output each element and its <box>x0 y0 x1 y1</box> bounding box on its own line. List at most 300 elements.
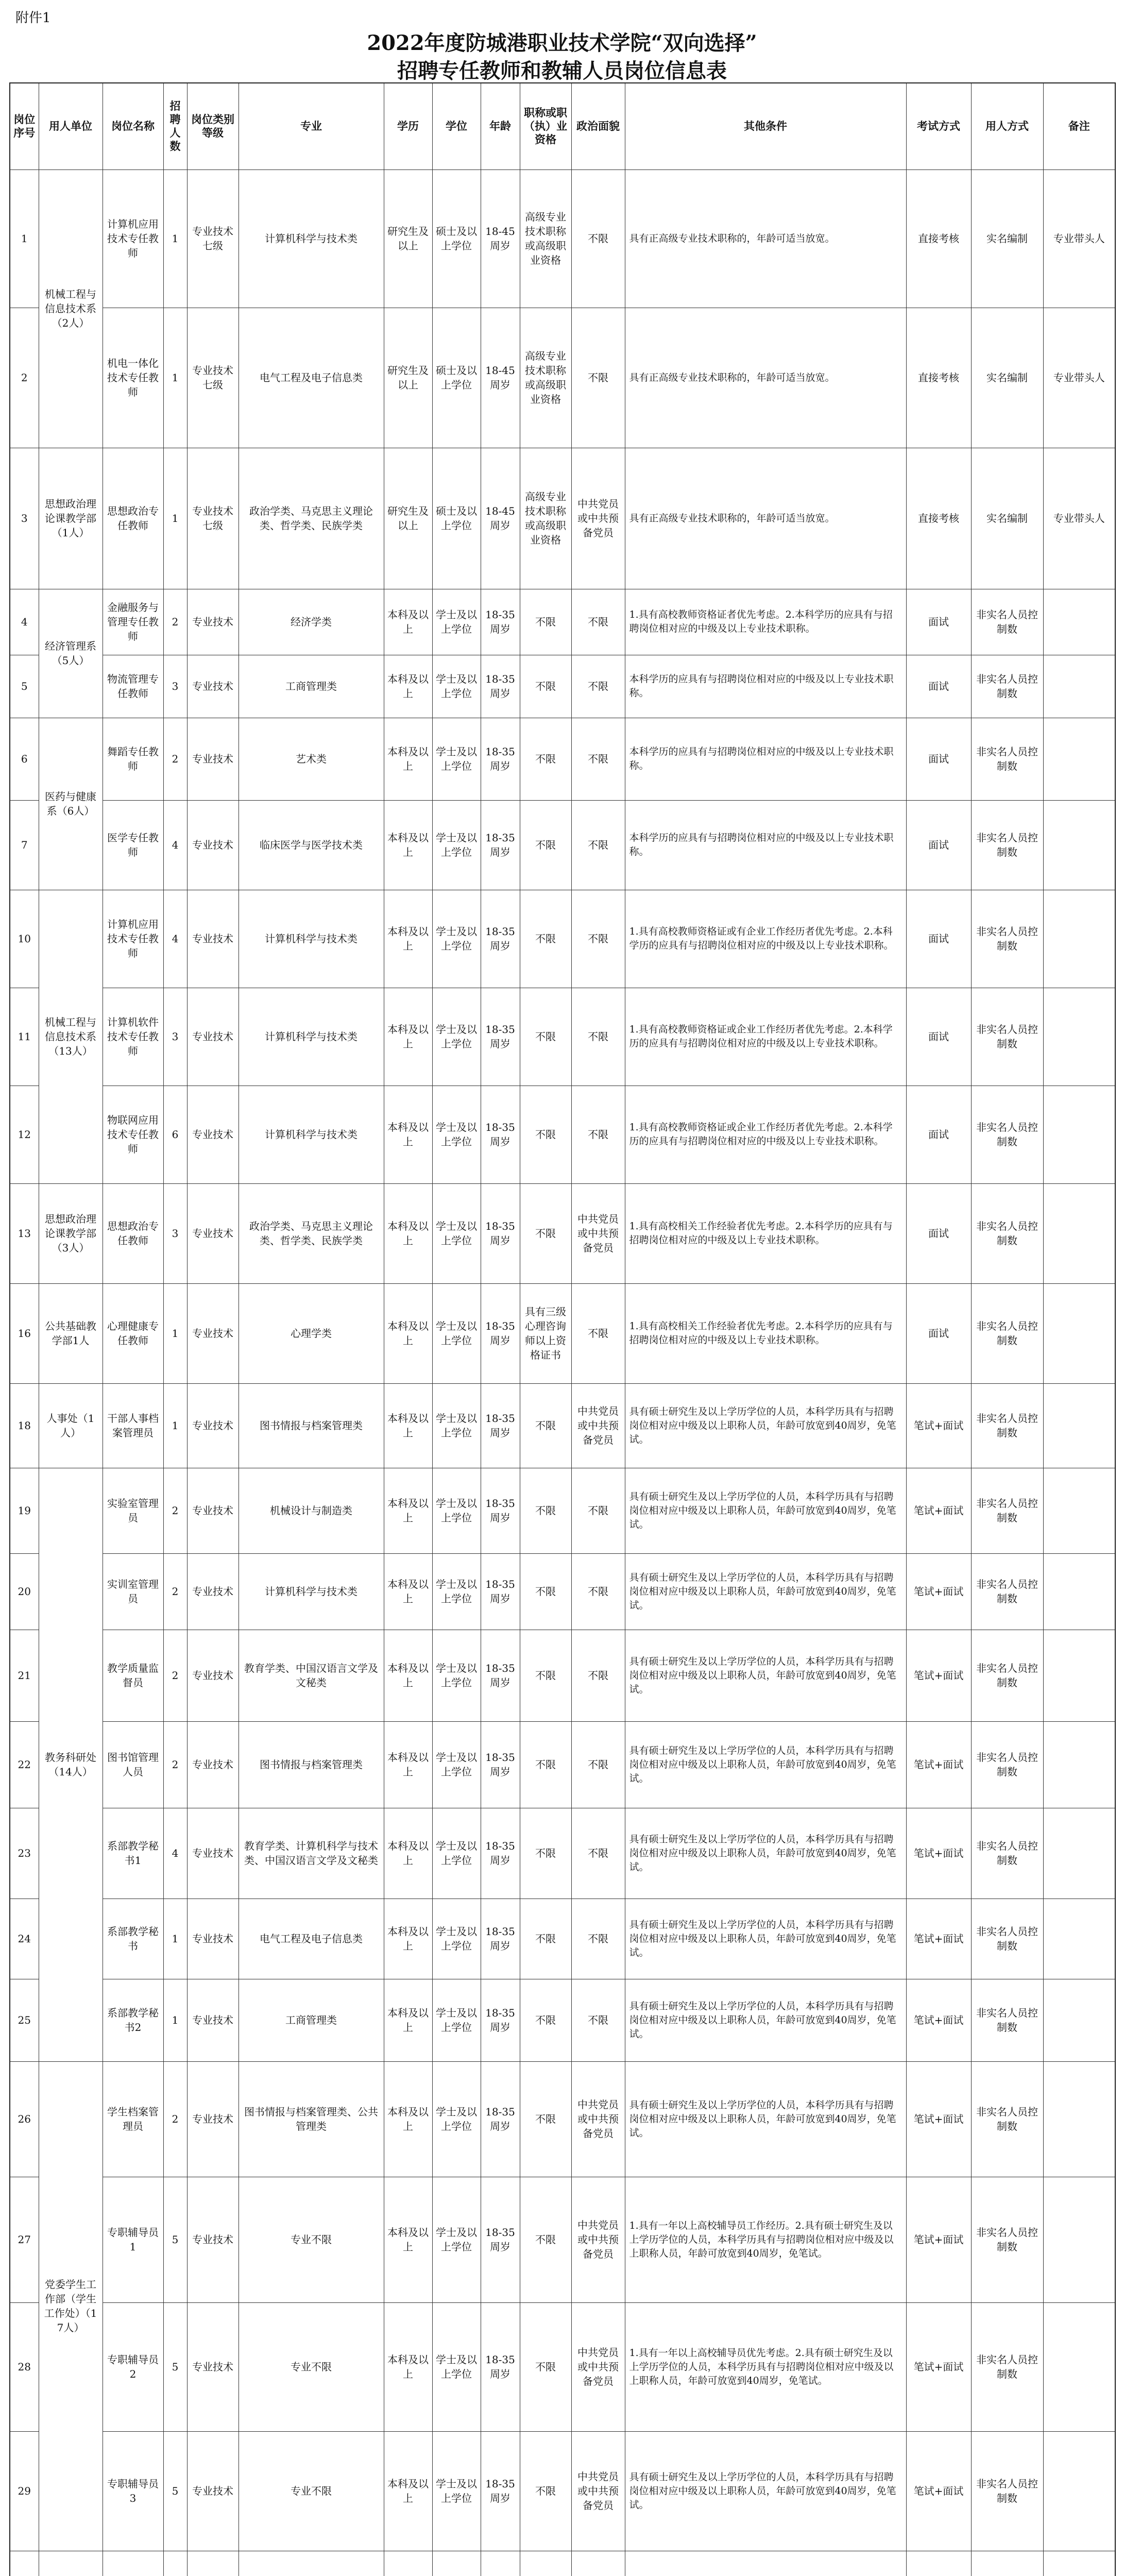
header-employment-mode: 用人方式 <box>971 83 1043 170</box>
post-level-cell: 专业技术 <box>187 1468 239 1553</box>
recruit-count-cell: 2 <box>163 1553 187 1630</box>
post-no-cell: 23 <box>10 1808 39 1899</box>
header-title-qualification: 职称或职（执）业资格 <box>520 83 571 170</box>
header-level: 岗位类别等级 <box>187 83 239 170</box>
politics-cell: 不限 <box>571 589 625 655</box>
major-cell: 工商管理类 <box>239 1979 384 2061</box>
recruit-count-cell: 4 <box>163 890 187 988</box>
table-row <box>10 988 1115 1086</box>
title-qualification-cell: 不限 <box>520 988 571 1086</box>
post-no-cell: 6 <box>10 718 39 800</box>
exam-method-cell: 面试 <box>906 1283 971 1383</box>
other-conditions-cell: 具有正高级专业技术职称的，年龄可适当放宽。 <box>625 308 906 448</box>
recruit-count-cell: 2 <box>163 1630 187 1721</box>
recruit-count-cell: 4 <box>163 800 187 890</box>
post-name-cell <box>103 2551 163 2576</box>
post-level-cell: 专业技术 <box>187 718 239 800</box>
politics-cell: 不限 <box>571 655 625 718</box>
employment-mode-cell: 实名编制 <box>971 170 1043 308</box>
post-no-cell: 3 <box>10 448 39 589</box>
note-cell <box>1043 800 1115 890</box>
post-no-cell: 11 <box>10 988 39 1086</box>
title-qualification-cell: 不限 <box>520 1979 571 2061</box>
post-no-cell: 2 <box>10 308 39 448</box>
employment-mode-cell: 非实名人员控制数 <box>971 1086 1043 1183</box>
table-row <box>10 890 1115 988</box>
post-level-cell: 专业技术 <box>187 655 239 718</box>
note-cell <box>1043 1899 1115 1979</box>
post-no-cell: 22 <box>10 1721 39 1808</box>
major-cell: 专业不限 <box>239 2431 384 2551</box>
post-level-cell: 专业技术 <box>187 1899 239 1979</box>
degree-cell: 硕士及以上学位 <box>432 448 481 589</box>
politics-cell: 不限 <box>571 1468 625 1553</box>
post-name-cell: 思想政治专任教师 <box>103 1183 163 1283</box>
recruit-count-cell: 1 <box>163 448 187 589</box>
major-cell: 图书情报与档案管理类 <box>239 1383 384 1468</box>
header-politics: 政治面貌 <box>571 83 625 170</box>
exam-method-cell: 直接考核 <box>906 308 971 448</box>
other-conditions-cell <box>625 2551 906 2576</box>
post-level-cell: 专业技术 <box>187 1183 239 1283</box>
recruit-count-cell: 2 <box>163 589 187 655</box>
table-row <box>10 2177 1115 2302</box>
other-conditions-cell: 1.具有一年以上高校辅导员工作经历。2.具有硕士研究生及以上学历学位的人员，本科学历具有与招聘岗位相对应中级及以上职称人员，年龄可放宽到40周岁，免笔试。 <box>625 2177 906 2302</box>
education-cell: 本科及以上 <box>384 1899 432 1979</box>
post-no-cell: 10 <box>10 890 39 988</box>
post-no-cell: 16 <box>10 1283 39 1383</box>
major-cell: 心理学类 <box>239 1283 384 1383</box>
education-cell: 本科及以上 <box>384 2061 432 2177</box>
table-row <box>10 1086 1115 1183</box>
title-qualification-cell: 高级专业技术职称或高级职业资格 <box>520 308 571 448</box>
politics-cell: 中共党员或中共预备党员 <box>571 448 625 589</box>
politics-cell: 中共党员或中共预备党员 <box>571 1183 625 1283</box>
note-cell <box>1043 1183 1115 1283</box>
degree-cell: 学士及以上学位 <box>432 718 481 800</box>
age-range-cell: 18-45周岁 <box>481 308 520 448</box>
degree-cell: 硕士及以上学位 <box>432 308 481 448</box>
note-cell <box>1043 1283 1115 1383</box>
age-range-cell: 18-35周岁 <box>481 1383 520 1468</box>
note-cell <box>1043 1468 1115 1553</box>
major-cell: 政治学类、马克思主义理论类、哲学类、民族学类 <box>239 1183 384 1283</box>
post-name-cell: 图书馆管理人员 <box>103 1721 163 1808</box>
post-name-cell: 系部教学秘书2 <box>103 1979 163 2061</box>
title-qualification-cell: 不限 <box>520 2431 571 2551</box>
header-unit: 用人单位 <box>39 83 103 170</box>
table-row <box>10 2061 1115 2177</box>
employment-mode-cell: 非实名人员控制数 <box>971 890 1043 988</box>
exam-method-cell: 面试 <box>906 1183 971 1283</box>
politics-cell: 不限 <box>571 1553 625 1630</box>
title-qualification-cell: 不限 <box>520 2302 571 2431</box>
politics-cell <box>571 2551 625 2576</box>
recruit-count-cell: 3 <box>163 1183 187 1283</box>
post-name-cell: 专职辅导员3 <box>103 2431 163 2551</box>
post-name-cell: 实训室管理员 <box>103 1553 163 1630</box>
post-name-cell: 计算机应用技术专任教师 <box>103 890 163 988</box>
employment-mode-cell: 非实名人员控制数 <box>971 1183 1043 1283</box>
recruit-count-cell: 5 <box>163 2431 187 2551</box>
politics-cell: 不限 <box>571 988 625 1086</box>
exam-method-cell: 笔试+面试 <box>906 1383 971 1468</box>
employer-unit-cell: 思想政治理论课教学部（1人） <box>39 448 103 589</box>
note-cell <box>1043 2551 1115 2576</box>
header-age: 年龄 <box>481 83 520 170</box>
exam-method-cell: 面试 <box>906 1086 971 1183</box>
employer-unit-cell: 公共基础教学部1人 <box>39 1283 103 1383</box>
table-row <box>10 1468 1115 1553</box>
title-qualification-cell: 不限 <box>520 800 571 890</box>
recruit-count-cell: 1 <box>163 170 187 308</box>
other-conditions-cell: 本科学历的应具有与招聘岗位相对应的中级及以上专业技术职称。 <box>625 800 906 890</box>
recruit-count-cell: 2 <box>163 1721 187 1808</box>
employer-unit-cell: 人事处（1人） <box>39 1383 103 1468</box>
politics-cell: 不限 <box>571 1086 625 1183</box>
major-cell: 电气工程及电子信息类 <box>239 1899 384 1979</box>
employment-mode-cell: 非实名人员控制数 <box>971 2431 1043 2551</box>
degree-cell: 学士及以上学位 <box>432 988 481 1086</box>
post-level-cell: 专业技术 <box>187 1086 239 1183</box>
title-qualification-cell: 不限 <box>520 1899 571 1979</box>
education-cell <box>384 2551 432 2576</box>
post-name-cell: 教学质量监督员 <box>103 1630 163 1721</box>
education-cell: 本科及以上 <box>384 2177 432 2302</box>
recruit-count-cell <box>163 2551 187 2576</box>
exam-method-cell: 面试 <box>906 589 971 655</box>
employer-unit-cell: 经济管理系（5人） <box>39 589 103 718</box>
education-cell: 研究生及以上 <box>384 448 432 589</box>
other-conditions-cell: 1.具有高校相关工作经验者优先考虑。2.本科学历的应具有与招聘岗位相对应的中级及以上专业技术职称。 <box>625 1283 906 1383</box>
age-range-cell <box>481 2551 520 2576</box>
education-cell: 本科及以上 <box>384 1721 432 1808</box>
degree-cell: 学士及以上学位 <box>432 2302 481 2431</box>
note-cell <box>1043 1553 1115 1630</box>
politics-cell: 不限 <box>571 170 625 308</box>
post-no-cell: 25 <box>10 1979 39 2061</box>
title-qualification-cell: 不限 <box>520 1721 571 1808</box>
post-no-cell: 24 <box>10 1899 39 1979</box>
recruit-count-cell: 3 <box>163 988 187 1086</box>
employment-mode-cell: 非实名人员控制数 <box>971 1383 1043 1468</box>
post-name-cell: 思想政治专任教师 <box>103 448 163 589</box>
politics-cell: 不限 <box>571 1899 625 1979</box>
employment-mode-cell: 非实名人员控制数 <box>971 800 1043 890</box>
recruit-count-cell: 2 <box>163 2061 187 2177</box>
employment-mode-cell: 实名编制 <box>971 308 1043 448</box>
politics-cell: 不限 <box>571 1979 625 2061</box>
employment-mode-cell: 非实名人员控制数 <box>971 2061 1043 2177</box>
age-range-cell: 18-35周岁 <box>481 1630 520 1721</box>
title-qualification-cell: 不限 <box>520 1183 571 1283</box>
major-cell: 专业不限 <box>239 2302 384 2431</box>
politics-cell: 不限 <box>571 800 625 890</box>
other-conditions-cell: 具有硕士研究生及以上学历学位的人员，本科学历具有与招聘岗位相对应中级及以上职称人员，年龄可放宽到40周岁，免笔试。 <box>625 1979 906 2061</box>
table-row <box>10 718 1115 800</box>
note-cell <box>1043 1383 1115 1468</box>
table-row <box>10 1808 1115 1899</box>
table-row <box>10 1721 1115 1808</box>
recruit-count-cell: 1 <box>163 1283 187 1383</box>
post-name-cell: 心理健康专任教师 <box>103 1283 163 1383</box>
post-level-cell: 专业技术 <box>187 2302 239 2431</box>
education-cell: 本科及以上 <box>384 1979 432 2061</box>
title-qualification-cell: 具有三级心理咨询师以上资格证书 <box>520 1283 571 1383</box>
employment-mode-cell: 非实名人员控制数 <box>971 1283 1043 1383</box>
post-name-cell: 物联网应用技术专任教师 <box>103 1086 163 1183</box>
exam-method-cell <box>906 2551 971 2576</box>
degree-cell: 学士及以上学位 <box>432 2061 481 2177</box>
exam-method-cell: 面试 <box>906 988 971 1086</box>
recruit-count-cell: 5 <box>163 2302 187 2431</box>
major-cell: 机械设计与制造类 <box>239 1468 384 1553</box>
title-qualification-cell: 不限 <box>520 1086 571 1183</box>
major-cell: 工商管理类 <box>239 655 384 718</box>
age-range-cell: 18-35周岁 <box>481 2302 520 2431</box>
employer-unit-cell: 机械工程与信息技术系（13人） <box>39 890 103 1183</box>
major-cell: 临床医学与医学技术类 <box>239 800 384 890</box>
post-name-cell: 物流管理专任教师 <box>103 655 163 718</box>
other-conditions-cell: 具有硕士研究生及以上学历学位的人员，本科学历具有与招聘岗位相对应中级及以上职称人员，年龄可放宽到40周岁，免笔试。 <box>625 1721 906 1808</box>
major-cell: 图书情报与档案管理类 <box>239 1721 384 1808</box>
employment-mode-cell: 非实名人员控制数 <box>971 988 1043 1086</box>
note-cell <box>1043 718 1115 800</box>
title-qualification-cell: 不限 <box>520 655 571 718</box>
age-range-cell: 18-35周岁 <box>481 1721 520 1808</box>
title-qualification-cell: 不限 <box>520 1383 571 1468</box>
header-major: 专业 <box>239 83 384 170</box>
degree-cell <box>432 2551 481 2576</box>
degree-cell: 学士及以上学位 <box>432 2431 481 2551</box>
degree-cell: 硕士及以上学位 <box>432 170 481 308</box>
post-name-cell: 医学专任教师 <box>103 800 163 890</box>
education-cell: 本科及以上 <box>384 718 432 800</box>
other-conditions-cell: 1.具有高校教师资格证者优先考虑。2.本科学历的应具有与招聘岗位相对应的中级及以上专业技术职称。 <box>625 589 906 655</box>
degree-cell: 学士及以上学位 <box>432 1183 481 1283</box>
exam-method-cell: 笔试+面试 <box>906 1553 971 1630</box>
post-level-cell: 专业技术 <box>187 1808 239 1899</box>
post-no-cell: 12 <box>10 1086 39 1183</box>
recruit-count-cell: 5 <box>163 2177 187 2302</box>
employment-mode-cell: 非实名人员控制数 <box>971 1721 1043 1808</box>
recruit-count-cell: 2 <box>163 1468 187 1553</box>
exam-method-cell: 笔试+面试 <box>906 1721 971 1808</box>
education-cell: 本科及以上 <box>384 2431 432 2551</box>
politics-cell: 中共党员或中共预备党员 <box>571 2302 625 2431</box>
post-level-cell: 专业技术 <box>187 890 239 988</box>
education-cell: 本科及以上 <box>384 1283 432 1383</box>
other-conditions-cell: 具有硕士研究生及以上学历学位的人员，本科学历具有与招聘岗位相对应中级及以上职称人员，年龄可放宽到40周岁，免笔试。 <box>625 1808 906 1899</box>
politics-cell: 不限 <box>571 718 625 800</box>
note-cell <box>1043 2177 1115 2302</box>
table-row <box>10 1630 1115 1721</box>
recruit-count-cell: 3 <box>163 655 187 718</box>
exam-method-cell: 笔试+面试 <box>906 1899 971 1979</box>
politics-cell: 中共党员或中共预备党员 <box>571 2177 625 2302</box>
post-name-cell: 计算机软件技术专任教师 <box>103 988 163 1086</box>
table-row <box>10 448 1115 589</box>
degree-cell: 学士及以上学位 <box>432 589 481 655</box>
title-qualification-cell: 不限 <box>520 1553 571 1630</box>
table-row <box>10 2551 1115 2576</box>
employer-unit-cell: 医药与健康系（6人） <box>39 718 103 890</box>
table-row <box>10 1553 1115 1630</box>
politics-cell: 中共党员或中共预备党员 <box>571 2061 625 2177</box>
politics-cell: 不限 <box>571 1630 625 1721</box>
politics-cell: 不限 <box>571 1808 625 1899</box>
education-cell: 本科及以上 <box>384 1468 432 1553</box>
exam-method-cell: 直接考核 <box>906 448 971 589</box>
education-cell: 本科及以上 <box>384 1086 432 1183</box>
header-other-conditions: 其他条件 <box>625 83 906 170</box>
exam-method-cell: 面试 <box>906 718 971 800</box>
post-level-cell: 专业技术 <box>187 589 239 655</box>
major-cell: 计算机科学与技术类 <box>239 1086 384 1183</box>
major-cell: 政治学类、马克思主义理论类、哲学类、民族学类 <box>239 448 384 589</box>
age-range-cell: 18-35周岁 <box>481 655 520 718</box>
post-name-cell: 金融服务与管理专任教师 <box>103 589 163 655</box>
title-qualification-cell: 高级专业技术职称或高级职业资格 <box>520 170 571 308</box>
post-level-cell: 专业技术 <box>187 988 239 1086</box>
age-range-cell: 18-35周岁 <box>481 2431 520 2551</box>
exam-method-cell: 笔试+面试 <box>906 2177 971 2302</box>
exam-method-cell: 笔试+面试 <box>906 1808 971 1899</box>
recruit-count-cell: 1 <box>163 308 187 448</box>
education-cell: 本科及以上 <box>384 655 432 718</box>
recruit-count-cell: 6 <box>163 1086 187 1183</box>
note-cell: 专业带头人 <box>1043 170 1115 308</box>
other-conditions-cell: 具有正高级专业技术职称的，年龄可适当放宽。 <box>625 448 906 589</box>
age-range-cell: 18-35周岁 <box>481 1979 520 2061</box>
age-range-cell: 18-35周岁 <box>481 800 520 890</box>
other-conditions-cell: 本科学历的应具有与招聘岗位相对应的中级及以上专业技术职称。 <box>625 718 906 800</box>
education-cell: 本科及以上 <box>384 1553 432 1630</box>
major-cell: 计算机科学与技术类 <box>239 1553 384 1630</box>
title-qualification-cell: 不限 <box>520 1808 571 1899</box>
age-range-cell: 18-35周岁 <box>481 1283 520 1383</box>
post-no-cell: 27 <box>10 2177 39 2302</box>
other-conditions-cell: 具有硕士研究生及以上学历学位的人员，本科学历具有与招聘岗位相对应中级及以上职称人员，年龄可放宽到40周岁，免笔试。 <box>625 2431 906 2551</box>
degree-cell: 学士及以上学位 <box>432 1721 481 1808</box>
post-level-cell: 专业技术 <box>187 1979 239 2061</box>
exam-method-cell: 笔试+面试 <box>906 2302 971 2431</box>
employer-unit-cell: 机械工程与信息技术系（2人） <box>39 170 103 448</box>
other-conditions-cell: 1.具有一年以上高校辅导员优先考虑。2.具有硕士研究生及以上学历学位的人员，本科学历具有与招聘岗位相对应中级及以上职称人员，年龄可放宽到40周岁，免笔试。 <box>625 2302 906 2431</box>
note-cell <box>1043 2061 1115 2177</box>
exam-method-cell: 笔试+面试 <box>906 1630 971 1721</box>
recruit-count-cell: 2 <box>163 718 187 800</box>
other-conditions-cell: 1.具有高校教师资格证或有企业工作经历者优先考虑。2.本科学历的应具有与招聘岗位相对应的中级及以上专业技术职称。 <box>625 890 906 988</box>
title-qualification-cell: 不限 <box>520 1468 571 1553</box>
table-row <box>10 655 1115 718</box>
other-conditions-cell: 具有硕士研究生及以上学历学位的人员，本科学历具有与招聘岗位相对应中级及以上职称人员，年龄可放宽到40周岁，免笔试。 <box>625 1553 906 1630</box>
degree-cell: 学士及以上学位 <box>432 1630 481 1721</box>
age-range-cell: 18-35周岁 <box>481 1808 520 1899</box>
major-cell: 教育学类、中国汉语言文学及文秘类 <box>239 1630 384 1721</box>
post-no-cell: 5 <box>10 655 39 718</box>
age-range-cell: 18-35周岁 <box>481 988 520 1086</box>
degree-cell: 学士及以上学位 <box>432 1808 481 1899</box>
post-no-cell: 29 <box>10 2431 39 2551</box>
major-cell: 艺术类 <box>239 718 384 800</box>
politics-cell: 不限 <box>571 308 625 448</box>
post-level-cell: 专业技术七级 <box>187 308 239 448</box>
age-range-cell: 18-35周岁 <box>481 890 520 988</box>
employment-mode-cell: 非实名人员控制数 <box>971 718 1043 800</box>
exam-method-cell: 笔试+面试 <box>906 1468 971 1553</box>
education-cell: 本科及以上 <box>384 2302 432 2431</box>
post-level-cell: 专业技术 <box>187 1283 239 1383</box>
age-range-cell: 18-35周岁 <box>481 1899 520 1979</box>
note-cell <box>1043 589 1115 655</box>
politics-cell: 中共党员或中共预备党员 <box>571 2431 625 2551</box>
table-row <box>10 308 1115 448</box>
post-name-cell: 专职辅导员1 <box>103 2177 163 2302</box>
post-name-cell: 机电一体化技术专任教师 <box>103 308 163 448</box>
note-cell <box>1043 1086 1115 1183</box>
other-conditions-cell: 具有硕士研究生及以上学历学位的人员，本科学历具有与招聘岗位相对应中级及以上职称人员，年龄可放宽到40周岁，免笔试。 <box>625 1383 906 1468</box>
employer-unit-cell: 思想政治理论课教学部（3人） <box>39 1183 103 1283</box>
employment-mode-cell: 非实名人员控制数 <box>971 2177 1043 2302</box>
post-name-cell: 系部教学秘书1 <box>103 1808 163 1899</box>
other-conditions-cell: 1.具有高校教师资格证或企业工作经历者优先考虑。2.本科学历的应具有与招聘岗位相对应的中级及以上专业技术职称。 <box>625 988 906 1086</box>
exam-method-cell: 面试 <box>906 655 971 718</box>
employer-unit-cell: 教务科研处（14人） <box>39 1468 103 2061</box>
note-cell: 专业带头人 <box>1043 308 1115 448</box>
header-note: 备注 <box>1043 83 1115 170</box>
other-conditions-cell: 1.具有高校教师资格证或企业工作经历者优先考虑。2.本科学历的应具有与招聘岗位相对应的中级及以上专业技术职称。 <box>625 1086 906 1183</box>
other-conditions-cell: 具有硕士研究生及以上学历学位的人员，本科学历具有与招聘岗位相对应中级及以上职称人员，年龄可放宽到40周岁，免笔试。 <box>625 2061 906 2177</box>
table-row <box>10 1383 1115 1468</box>
post-level-cell: 专业技术七级 <box>187 448 239 589</box>
major-cell: 专业不限 <box>239 2177 384 2302</box>
major-cell: 电气工程及电子信息类 <box>239 308 384 448</box>
table-row <box>10 800 1115 890</box>
age-range-cell: 18-45周岁 <box>481 170 520 308</box>
page-title-line2: 招聘专任教师和教辅人员岗位信息表 <box>397 59 727 83</box>
post-level-cell: 专业技术 <box>187 1383 239 1468</box>
post-name-cell: 专职辅导员2 <box>103 2302 163 2431</box>
age-range-cell: 18-35周岁 <box>481 1183 520 1283</box>
recruitment-table <box>9 82 1116 2576</box>
post-level-cell: 专业技术 <box>187 1553 239 1630</box>
age-range-cell: 18-35周岁 <box>481 718 520 800</box>
employment-mode-cell <box>971 2551 1043 2576</box>
table-row <box>10 170 1115 308</box>
table-row <box>10 1183 1115 1283</box>
education-cell: 本科及以上 <box>384 890 432 988</box>
post-no-cell: 20 <box>10 1553 39 1630</box>
title-qualification-cell: 高级专业技术职称或高级职业资格 <box>520 448 571 589</box>
politics-cell: 中共党员或中共预备党员 <box>571 1383 625 1468</box>
employment-mode-cell: 非实名人员控制数 <box>971 589 1043 655</box>
exam-method-cell: 笔试+面试 <box>906 2061 971 2177</box>
major-cell: 经济学类 <box>239 589 384 655</box>
post-name-cell: 干部人事档案管理员 <box>103 1383 163 1468</box>
age-range-cell: 18-35周岁 <box>481 2061 520 2177</box>
degree-cell: 学士及以上学位 <box>432 1283 481 1383</box>
title-qualification-cell: 不限 <box>520 589 571 655</box>
age-range-cell: 18-35周岁 <box>481 1086 520 1183</box>
post-no-cell: 18 <box>10 1383 39 1468</box>
degree-cell: 学士及以上学位 <box>432 1899 481 1979</box>
note-cell <box>1043 890 1115 988</box>
education-cell: 本科及以上 <box>384 1183 432 1283</box>
post-level-cell: 专业技术七级 <box>187 170 239 308</box>
politics-cell: 不限 <box>571 1283 625 1383</box>
header-post-name: 岗位名称 <box>103 83 163 170</box>
